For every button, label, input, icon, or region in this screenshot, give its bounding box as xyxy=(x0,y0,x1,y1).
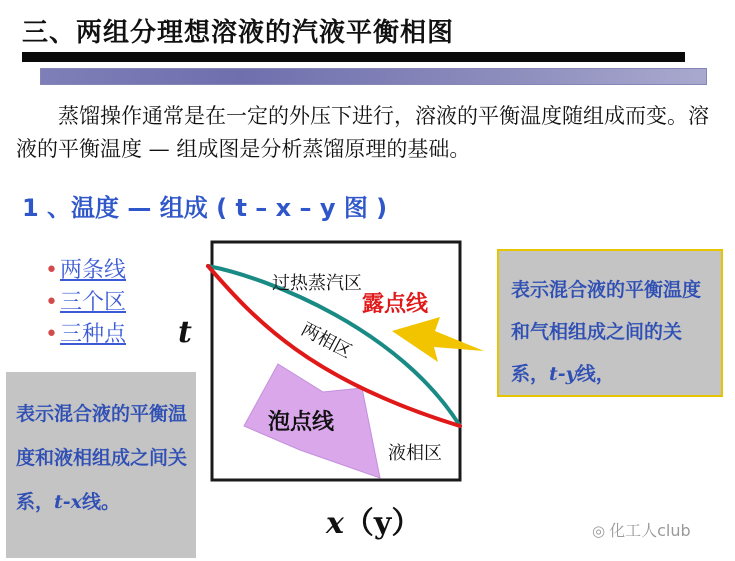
bullet-marker: • xyxy=(45,322,58,347)
dew-line-label: 露点线 xyxy=(362,292,429,317)
bullet-label: 三个区 xyxy=(59,290,126,315)
ty-note-italic: t-y xyxy=(549,363,577,385)
x-axis-variable: x xyxy=(326,506,344,541)
tx-note-text: 表示混合液的平衡温度和液相组成之间关系， xyxy=(16,403,188,513)
tx-note-italic: t-x xyxy=(54,491,83,513)
x-axis-label xyxy=(326,498,421,542)
region-two-phase-label: 两相区 xyxy=(297,318,356,363)
ty-note-suffix: 线， xyxy=(576,363,615,385)
tx-line-note xyxy=(6,372,196,558)
bubble-line-label: 泡点线 xyxy=(268,410,335,435)
bullet-label: 三种点 xyxy=(59,322,126,347)
ty-note-text: 表示混合液的平衡温度和气相组成之间的关系， xyxy=(511,279,702,385)
tx-note-suffix: 线。 xyxy=(82,491,121,513)
intro-text: 蒸馏操作通常是在一定的外压下进行，溶液的平衡温度随组成而变。溶液的平衡温度 — 组成图是分析蒸馏原理的基础。 xyxy=(16,104,709,161)
region-superheated-vapor-label: 过热蒸汽区 xyxy=(272,273,362,294)
wechat-icon: ◎ xyxy=(592,522,606,540)
ty-line-note xyxy=(497,249,723,397)
section-heading: 1 、温度 — 组成 ( t – x – y 图 ) xyxy=(22,194,388,222)
bullet-marker: • xyxy=(45,258,58,283)
region-liquid-label: 液相区 xyxy=(388,443,442,464)
x-axis-paren: （y） xyxy=(343,506,422,541)
watermark xyxy=(592,518,691,541)
watermark-text: 化工人club xyxy=(609,521,691,540)
y-axis-label: t xyxy=(178,315,192,350)
bullet-marker: • xyxy=(45,290,58,315)
page-title: 三、两组分理想溶液的汽液平衡相图 xyxy=(22,18,455,48)
bullet-label: 两条线 xyxy=(59,258,126,283)
